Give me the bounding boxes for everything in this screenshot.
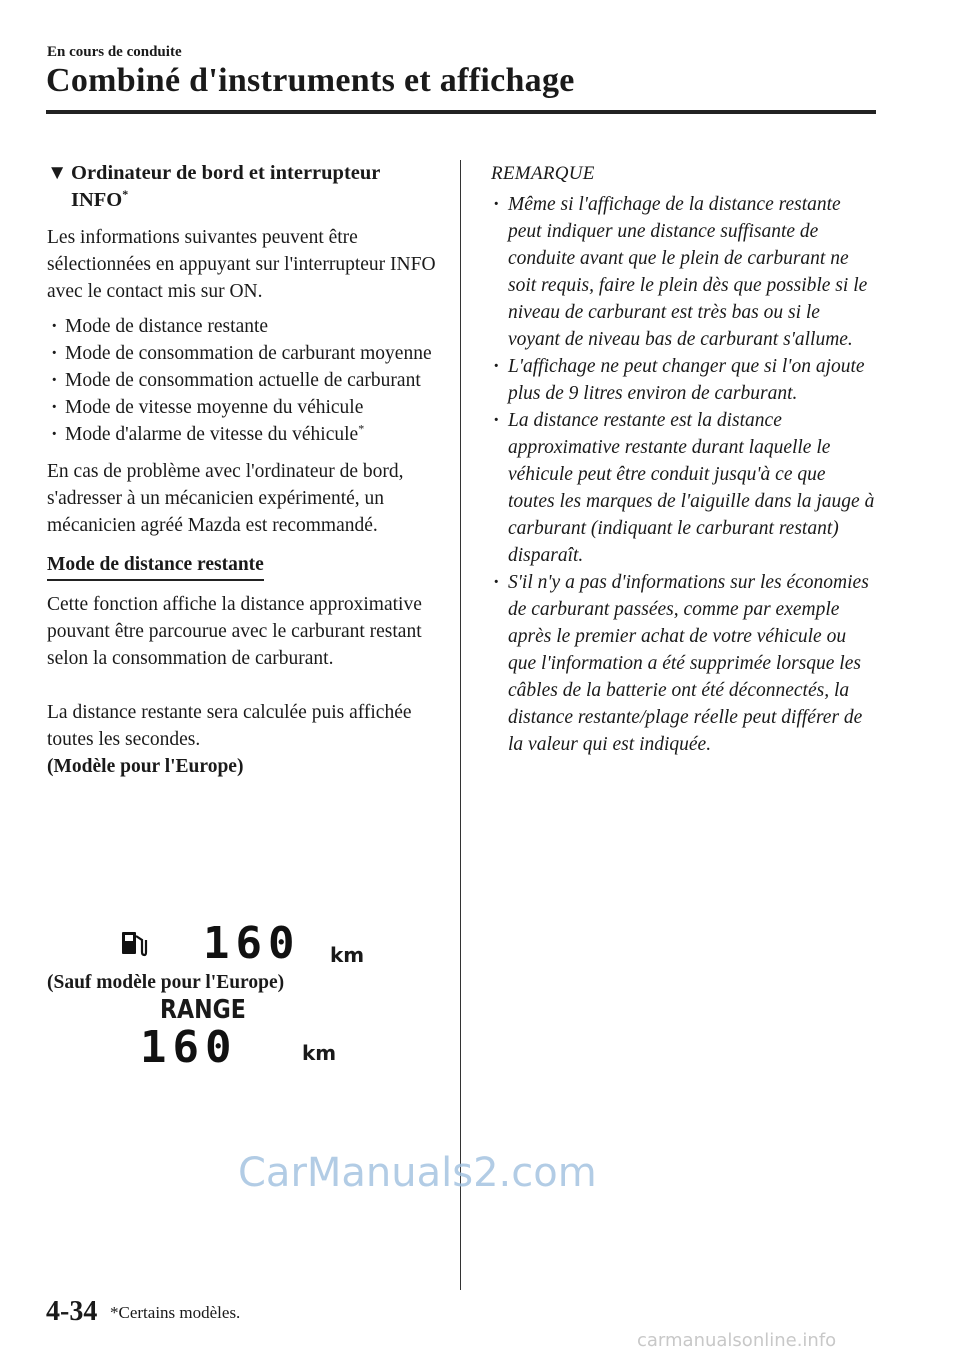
fuel-pump-icon <box>120 928 148 958</box>
remarque-list <box>491 191 876 758</box>
model-non-eu-label: (Sauf modèle pour l'Europe) <box>47 972 285 993</box>
mode-item: · Mode de vitesse moyenne du véhicule <box>47 394 442 421</box>
intro-paragraph: Les informations suivantes peuvent être sélectionnées en appuyant sur l'interrupteur INFO avec le contact mis sur ON. <box>47 227 436 302</box>
remarque-heading: REMARQUE <box>491 163 595 184</box>
footnote-mark: * <box>122 187 129 202</box>
triangle-down-icon: ▼ <box>47 162 68 184</box>
calc-paragraph: La distance restante sera calculée puis affichée toutes les secondes. <box>47 702 412 750</box>
section-heading-line1: Ordinateur de bord et interrupteur <box>71 162 381 184</box>
remarque-item: · S'il n'y a pas d'informations sur les économies de carburant passées, comme par exemple après le premier achat de votre véhicule ou que l'information a été supprimée lorsque les câbles de la batterie ont été déconnectés, la distance restante/plage réelle peut différer de la valeur qui est indiquée. <box>491 569 876 758</box>
section-kicker: En cours de conduite <box>47 44 182 60</box>
remarque-item: · La distance restante est la distance approximative restante durant laquelle le véhicule peut être conduit jusqu'à ce que toutes les marques de l'aiguille dans la jauge à carburant (indiquant le carburant restant) disparaît. <box>491 407 876 569</box>
right-column <box>491 160 876 758</box>
section-heading-line2: INFO <box>71 189 123 211</box>
watermark-carmanuals: CarManuals2.com <box>238 1150 597 1196</box>
page-title: Combiné d'instruments et affichage <box>46 62 575 99</box>
remarque-item: · Même si l'affichage de la distance restante peut indiquer une distance suffisante de conduite avant que le plein de carburant ne soit requis, faire le plein dès que possible si le niveau de carburant est très bas ou si le voyant de niveau bas de carburant s'allume. <box>491 191 876 353</box>
mode-list <box>47 313 442 448</box>
remarque-item: · L'affichage ne peut changer que si l'on ajoute plus de 9 litres environ de carburant. <box>491 353 876 407</box>
page-number: 4-34 <box>46 1296 98 1327</box>
model-eu-label: (Modèle pour l'Europe) <box>47 756 244 777</box>
footnote-mark: * <box>358 421 365 436</box>
range-label: RANGE <box>160 995 246 1025</box>
mode-item: · Mode de consommation de carburant moyenne <box>47 340 442 367</box>
function-paragraph: Cette fonction affiche la distance approximative pouvant être parcourue avec le carburant restant selon la consommation de carburant. <box>47 594 422 669</box>
title-rule <box>46 110 876 114</box>
range-value: 160 <box>140 1022 238 1073</box>
mode-item: · Mode de distance restante <box>47 313 442 340</box>
subheading-distance-restante: Mode de distance restante <box>47 551 264 581</box>
range-unit: km <box>330 943 365 967</box>
mode-item: · Mode de consommation actuelle de carburant <box>47 367 442 394</box>
non-eu-range-display <box>140 995 340 1073</box>
range-value: 160 <box>203 918 301 969</box>
left-column <box>47 160 442 780</box>
mode-item: · Mode d'alarme de vitesse du véhicule* <box>47 421 442 448</box>
range-unit: km <box>302 1041 337 1065</box>
column-divider <box>460 160 461 1290</box>
footnote: *Certains modèles. <box>110 1303 241 1322</box>
problem-paragraph: En cas de problème avec l'ordinateur de bord, s'adresser à un mécanicien expérimenté, un mécanicien agréé Mazda est recommandé. <box>47 461 404 536</box>
section-heading <box>47 160 442 214</box>
eu-range-display <box>120 918 370 972</box>
watermark-bottom: carmanualsonline.info <box>637 1330 837 1351</box>
